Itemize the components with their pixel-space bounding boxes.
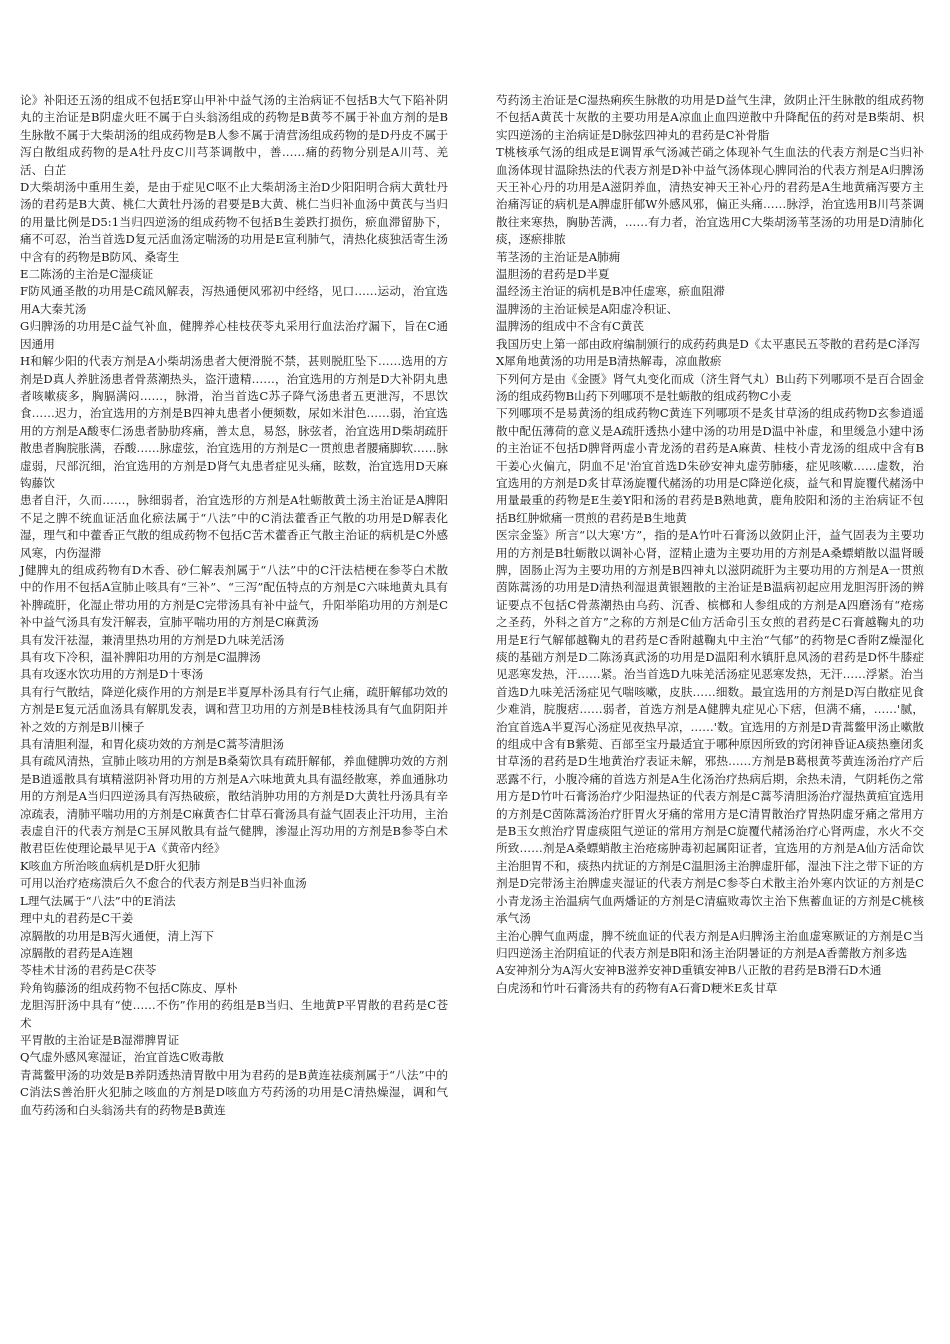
right-text-column [496,92,924,997]
paragraph: 理中丸的君药是C干姜 [20,911,134,926]
paragraph: 医宗金鉴》所言“以大寒'方”，指的是A竹叶石膏汤以敛阴止汗，益气固表为主要功用的方剂是B牡蛎散以调补心肾，涩精止遗为主要功用的方剂是A桑螵蛸散以温肾暖脾，固肠止泻为主要功用的方剂是B四神丸以滋阴疏肝为主要功用的方剂是A一贯煎茵陈蒿汤的功用是D清热利湿退黄银翘散的主治证是B温病初起应用龙胆泻肝汤的辨证要点不包括C骨蒸潮热由乌药、沉香、槟榔和人参组成的方剂是A四磨汤有“疮疡之圣药，外科之首方”之称的方剂是C仙方活命引玉女煎的君药是C石膏越鞠丸的功用是E行气解郁越鞠丸的君药是C香附越鞠丸中主治“气郁”的药物是C香附Z燥湿化痰的基础方剂是D二陈汤真武汤的功用是D温阳利水镇肝息风汤的君药是D怀牛膝症见恶寒发热，汗……紧。治当首选D九味羌活汤症见恶寒发热，无汗……浮紧。治当首选D九味羌活汤症见气喘咳嗽，皮肤……细数。最宜选用的方剂是D泻白散症见食少难消，脘腹痞……弱者，首选方剂是A健脾丸症见心下痞，但满不痛，……'腻，治宜首选A半夏泻心汤症见夜热早凉，……'数。宜选用的方剂是D青蒿鳖甲汤止嗽散的组成中含有B紫菀、百部至宝丹最适宜于哪种原因所致的窍闭神昏证A痰热壅闭炙甘草汤的君药是D生地黄治疗表证未解，邪热……方剂是B葛根黄芩黄连汤治疗产后恶露不行，小腹冷痛的首选方剂是A生化汤治疗热病后期，余热未清，气阴耗伤之常用方是D竹叶石膏汤治疗少阳湿热证的代表方剂是C蒿芩清胆汤治疗湿热黄疸宜选用的方剂是C茵陈蒿汤治疗肝胃火牙痛的常用方是C清胃散治疗胃热阴虚牙痛之常用方是B玉女煎治疗胃虚痰阻气逆证的常用方剂是C旋覆代赭汤治疗心肾两虚，水火不交所致……剂是A桑螵蛸散主治疮疡肿毒初起属阳证者，宜选用的方剂是A仙方活命饮主治胆胃不和，痰热内扰证的方剂是C温胆汤主治脾虚肝郁，湿浊下注之带下证的方剂是D完带汤主治脾虚夹湿证的代表方剂是C参苓白术散主治外寒内饮证的方剂是C小青龙汤主治温病气血两燔证的方剂是C清瘟败毒饮主治下焦蓄血证的方剂是C桃核承气汤 [496,528,924,926]
paragraph: Q气虚外感风寒湿证，治宜首选C败毒散 [20,1050,224,1065]
paragraph: 具有攻下冷积，温补脾阳功用的方剂是C温脾汤 [20,650,261,664]
paragraph: H和解少阳的代表方剂是A小柴胡汤患者大便滑脱不禁，甚则脱肛坠下……选用的方剂是D真人养脏汤患者骨蒸潮热头，盗汗遗精……，治宜选用的方剂是D大补阴丸患者咳嗽痰多，胸膈满闷……，脉滑，治当首选C苏子降气汤患者五更泄泻，不思饮食……迟力，治宜选用的方剂是B四神丸患者小便频数，尿如米泔色……弱，治宜选用的方剂是A酸枣仁汤患者胁肋疼痛，善太息，易怒，脉弦者，治宜选用D柴胡疏肝散患者胸脘胀满，吞酸……脉虚弦，治宜选用的方剂是C一贯煎患者腰痛脚软……脉虚弱，尺部沉细，治宜选用的方剂是D肾气丸患者症见头痛，眩数，治宜选用D天麻钩藤饮 [20,354,448,490]
paragraph: 患者自汗，久而……，脉细弱者，治宜选形的方剂是A牡蛎散黄土汤主治证是A脾阳不足之脾不统血证活血化瘀法属于“八法”中的C消法藿香正气散的功用是D解表化湿，理气和中藿香正气散的组成药物不包括C苦术藿香正气散主治证的病机是C外感风寒，内伤湿滞 [20,493,448,560]
paragraph: A安神剂分为A泻火安神B滋养安神D重镇安神B八正散的君药是B滑石D木通 [496,963,882,978]
paragraph: 苓桂术甘汤的君药是C茯苓 [20,963,157,978]
paragraph: 具有行气散结，降逆化痰作用的方剂是E半夏厚朴汤具有行气止痛，疏肝解郁功效的方剂是E复元活血汤具有解肌发表，调和营卫功用的方剂是B桂枝汤具有气血阴阳并补之效的方剂是B川楝子 [20,684,448,734]
paragraph: 具有攻逐水饮功用的方剂是D十枣汤 [20,667,204,682]
paragraph: 苇茎汤的主治证是A肺痈 [496,249,621,264]
paragraph: 具有清胆利湿，和胃化痰功效的方剂是C蒿芩清胆汤 [20,737,284,752]
paragraph: K咳血方所治咳血病机是D肝火犯肺 [20,858,201,873]
paragraph: 具有疏风清热，宣肺止咳功用的方剂是B桑菊饮具有疏肝解郁，养血健脾功效的方剂是B逍遥散具有填精滋阴补肾功用的方剂是A六味地黄丸具有温经散寒，养血通脉功用的方剂是A当归四逆汤具有泻热破瘀，散结消肿功用的方剂是D大黄牡丹汤具有辛凉疏表，清肺平喘功用的方剂是C麻黄杏仁甘草石膏汤具有益气固表止汗功用，主治表虚自汗的代表方剂是C玉屏风散具有益气健脾，渗湿止泻功用的方剂是B参苓白术散君臣佐使理论最早见于A《黄帝内经》 [20,754,448,856]
paragraph: 青蒿鳖甲汤的功效是B养阴透热清胃散中用为君药的是B黄连祛痰剂属于“八法”中的C消法S善治肝火犯肺之咳血的方剂是D咳血方芍药汤的功用是C清热燥湿，调和气血芍药汤和白头翁汤共有的药物是B黄连 [20,1067,448,1117]
paragraph: J健脾丸的组成药物有D木香、砂仁解表剂属于“八法”中的C汗法桔梗在参苓白术散中的作用不包括A宣肺止咳具有“三补”、“三泻”配伍特点的方剂是C六味地黄丸具有补脾疏肝，化湿止带功用的方剂是C完带汤具有补中益气，升阳举陷功用的方剂是C补中益气汤具有发汗解表，宣肺平喘功用的方剂是C麻黄汤 [20,562,448,630]
paragraph: 羚角钩藤汤的组成药物不包括C陈皮、厚朴 [20,980,238,995]
paragraph: 平胃散的主治证是B湿滞脾胃证 [20,1032,180,1047]
paragraph: F防风通圣散的功用是C疏风解表，泻热通便风邪初中经络，见口……运动，治宜选用A大秦艽汤 [20,284,448,316]
paragraph: X犀角地黄汤的功用是B清热解毒，凉血散瘀 [496,354,722,369]
paragraph: G归脾汤的功用是C益气补血，健脾养心桂枝茯苓丸采用行血法治疗漏下，旨在C通因通用 [20,319,448,351]
paragraph: 温脾汤的组成中不含有C黄芪 [496,319,644,334]
paragraph: 下列何方是由《金匮》肾气丸变化而成（济生肾气丸）B山药下列哪项不是百合固金汤的组成药物B山药下列哪项不是牡蛎散的组成药物C小麦 [496,371,924,403]
paragraph: 温脾汤的主治证候是A阳虚冷积证、 [496,301,679,316]
paragraph: 凉膈散的君药是A连翘 [20,945,133,960]
paragraph: D大柴胡汤中重用生姜，是由于症见C呕不止大柴胡汤主治D少阳阳明合病大黄牡丹汤的君药是B大黄、桃仁大黄牡丹汤的君要是B大黄、桃仁当归补血汤中黄芪与当归的用量比例是D5:1当归四逆汤的组成药物不包括B生姜跌打损伤，瘀血滞留胁下，痛不可忍，治当首选D复元活血汤定喘汤的功用是E宣利肺气，清热化痰独活寄生汤中含有的药物是B防风、桑寄生 [20,180,448,264]
paragraph: T桃核承气汤的组成是E调胃承气汤减芒硝之体现补气生血法的代表方剂是C当归补血汤体现甘温除热法的代表方剂是D补中益气汤体现心脾同治的代表方剂是A归脾汤天王补心丹的功用是A滋阴养血，清热安神天王补心丹的君药是A生地黄痛泻要方主治痛泻证的病机是A脾虚肝郁W外感风邪，偏正头痛……脉浮，治宜选用B川芎茶调散往来寒热，胸胁苦满，……有力者，治宜选用C大柴胡汤苇茎汤的功用是D清肺化痰，逐瘀排脓 [496,145,924,247]
left-text-column [20,92,448,1119]
paragraph: L理气法属于“八法”中的E消法 [20,893,176,908]
paragraph: 主治心脾气血两虚，脾不统血证的代表方剂是A归脾汤主治血虚寒厥证的方剂是C当归四逆汤主治阴疽证的代表方剂是B阳和汤主治阴暑证的方剂是A香薷散方剂多选 [496,928,924,960]
paragraph: 白虎汤和竹叶石膏汤共有的药物有A石膏D粳米E炙甘草 [496,980,778,995]
paragraph: E二陈汤的主治是C湿痰证 [20,267,154,282]
paragraph: 论》补阳还五汤的组成不包括E穿山甲补中益气汤的主治病证不包括B大气下陷补阴丸的主治证是B阴虚火旺不属于白头翁汤组成的药物是B黄芩不属于补血方剂的是B生脉散不属于大柴胡汤的组成药物是B人参不属于清营汤组成药物的是D丹皮不属于泻白散组成药物的是A牡丹皮C川芎茶调散中，善……痛的药物分别是A川芎、羌活、白芷 [20,93,448,177]
paragraph: 下列哪项不是易黄汤的组成药物C黄连下列哪项不是炙甘草汤的组成药物D玄参逍遥散中配伍薄荷的意义是A疏肝透热小建中汤的功用是D温中补虚，和里缓急小建中汤的主治证不包括D脾肾两虚小青龙汤的君药是A麻黄、桂枝小青龙汤的组成中含有B干姜心火偏亢，阴血不足'治宜首选D朱砂安神丸虚劳肺痿，症见咳嗽……虚数，治宜选用的方剂是D炙甘草汤旋覆代赭汤的功用是C降逆化痰，益气和胃旋覆代赭汤中用量最重的药物是E生姜Y阳和汤的君药是B熟地黄，鹿角胶阳和汤的主治病证不包括B红肿焮痛一贯煎的君药是B生地黄 [496,406,924,525]
paragraph: 我国历史上第一部由政府编制颁行的成药药典是D《太平惠民五苓散的君药是C泽泻 [496,336,920,351]
paragraph: 温胆汤的君药是D半夏 [496,267,610,282]
paragraph: 凉膈散的功用是B泻火通便，清上泻下 [20,928,215,943]
paragraph: 芍药汤主治证是C湿热痢疾生脉散的功用是D益气生津，敛阴止汗生脉散的组成药物不包括A黄芪十灰散的主要功用是A凉血止血四逆散中升降配伍的药对是B柴胡、枳实四逆汤的主治病证是D脉弦四神丸的君药是C补骨脂 [496,93,924,142]
paragraph: 龙胆泻肝汤中具有“使……不伤”作用的药组是B当归、生地黄P平胃散的君药是C苍术 [20,998,448,1030]
paragraph: 具有发汗祛湿，兼清里热功用的方剂是D九味羌活汤 [20,632,285,647]
paragraph: 温经汤主治证的病机是B冲任虚寒，瘀血阻滞 [496,284,725,299]
paragraph: 可用以治疗疮疡溃后久不愈合的代表方剂是B当归补血汤 [20,876,307,891]
